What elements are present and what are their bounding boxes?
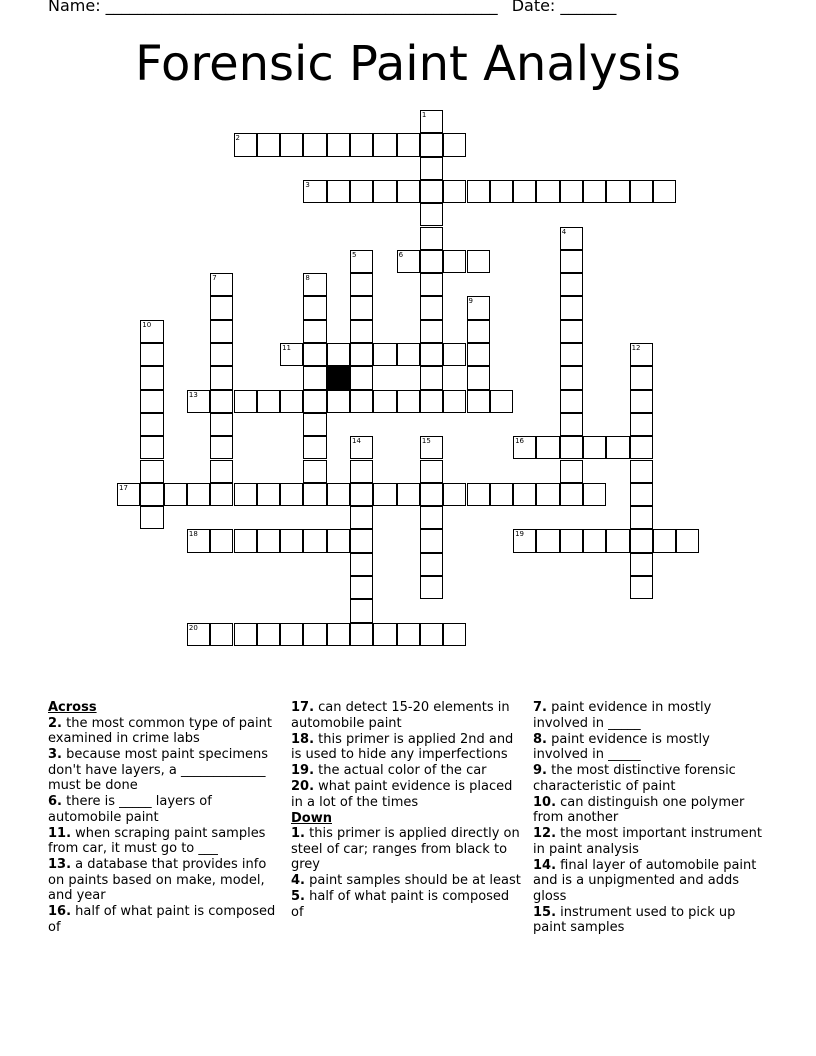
clue-number: 4. (291, 873, 305, 888)
crossword-cell[interactable] (234, 133, 257, 156)
crossword-cell[interactable] (630, 576, 653, 599)
clue-number-label: 12 (631, 344, 641, 352)
crossword-cell[interactable] (210, 273, 233, 296)
clue-number-label: 17 (119, 483, 128, 492)
crossword-cell[interactable] (583, 436, 606, 459)
crossword-cell[interactable] (303, 366, 326, 389)
crossword-cell[interactable] (350, 296, 373, 319)
crossword-cell[interactable] (443, 343, 466, 366)
crossword-cell[interactable] (560, 413, 583, 436)
down-clue (533, 700, 763, 731)
crossword-cell[interactable] (327, 529, 350, 552)
crossword-cell[interactable] (420, 506, 443, 529)
crossword-cell[interactable] (117, 483, 140, 506)
clue-text: final layer of automobile paint and is a unpigmented and adds gloss (533, 857, 757, 904)
crossword-cell[interactable] (350, 366, 373, 389)
crossword-cell[interactable] (490, 483, 513, 506)
crossword-cell[interactable] (443, 483, 466, 506)
crossword-cell[interactable] (350, 506, 373, 529)
crossword-cell[interactable] (140, 436, 163, 459)
crossword-cell[interactable] (420, 180, 443, 203)
crossword-cell[interactable] (513, 483, 536, 506)
crossword-cell[interactable] (467, 343, 490, 366)
down-clue (533, 905, 763, 936)
crossword-cell[interactable] (303, 483, 326, 506)
crossword-cell[interactable] (560, 320, 583, 343)
crossword-cell[interactable] (467, 483, 490, 506)
across-clue (48, 747, 278, 794)
crossword-cell[interactable] (560, 460, 583, 483)
clue-number-label: 18 (188, 530, 198, 539)
clue-number: 19. (291, 763, 315, 778)
crossword-cell[interactable] (467, 296, 490, 319)
crossword-cell[interactable] (210, 460, 233, 483)
down-clue (291, 889, 523, 920)
crossword-cell[interactable] (467, 390, 490, 413)
crossword-cell[interactable] (140, 390, 163, 413)
crossword-cell[interactable] (560, 296, 583, 319)
crossword-cell[interactable] (210, 529, 233, 552)
crossword-cell[interactable] (536, 180, 559, 203)
clue-text: paint evidence is mostly involved in _____ (533, 731, 710, 762)
clue-number: 6. (48, 794, 62, 809)
crossword-cell[interactable] (350, 576, 373, 599)
crossword-cell[interactable] (420, 157, 443, 180)
clue-number-label: 5 (352, 250, 357, 259)
clue-number: 3. (48, 747, 62, 762)
down-clue (291, 826, 523, 873)
crossword-cell[interactable] (420, 343, 443, 366)
crossword-cell[interactable] (606, 529, 629, 552)
crossword-cell[interactable] (140, 483, 163, 506)
crossword-cell[interactable] (630, 366, 653, 389)
crossword-cell[interactable] (257, 133, 280, 156)
crossword-cell[interactable] (420, 529, 443, 552)
clue-text: there is _____ layers of automobile paint (48, 794, 212, 825)
crossword-cell[interactable] (560, 436, 583, 459)
clue-number-label: 9 (468, 297, 473, 306)
crossword-cell[interactable] (257, 623, 280, 646)
clue-number: 8. (533, 731, 547, 747)
crossword-cell[interactable] (140, 320, 163, 343)
crossword-cell[interactable] (560, 343, 583, 366)
crossword-cell[interactable] (350, 273, 373, 296)
across-clue (291, 763, 523, 779)
clue-number-label: 10 (142, 320, 152, 329)
crossword-cell[interactable] (234, 390, 257, 413)
clue-text: because most paint specimens don't have layers, a _____________ must be done (48, 747, 268, 793)
crossword-cell[interactable] (327, 483, 350, 506)
crossword-cell[interactable] (397, 623, 420, 646)
crossword-cell[interactable] (490, 180, 513, 203)
crossword-cell[interactable] (373, 180, 396, 203)
crossword-cell[interactable] (234, 529, 257, 552)
crossword-cell[interactable] (420, 436, 443, 459)
crossword-cell[interactable] (210, 296, 233, 319)
crossword-cell[interactable] (630, 506, 653, 529)
crossword-cell[interactable] (630, 483, 653, 506)
crossword-cell[interactable] (443, 180, 466, 203)
crossword-cell[interactable] (630, 553, 653, 576)
across-clue (291, 732, 523, 763)
clue-text: what paint evidence is placed in a lot of the times (291, 779, 513, 810)
crossword-cell[interactable] (187, 623, 210, 646)
clue-number: 13. (48, 857, 72, 872)
crossword-cell[interactable] (443, 390, 466, 413)
crossword-cell[interactable] (606, 180, 629, 203)
crossword-cell[interactable] (467, 366, 490, 389)
crossword-cell[interactable] (420, 553, 443, 576)
crossword-cell[interactable] (187, 483, 210, 506)
crossword-cell[interactable] (536, 529, 559, 552)
crossword-cell[interactable] (280, 133, 303, 156)
clue-number: 15. (533, 904, 557, 920)
date-field-label[interactable]: Date: _______ (511, 0, 617, 15)
crossword-cell[interactable] (303, 273, 326, 296)
clue-text: the actual color of the car (314, 763, 487, 778)
crossword-cell[interactable] (373, 623, 396, 646)
crossword-cell[interactable] (140, 460, 163, 483)
crossword-cell[interactable] (303, 133, 326, 156)
crossword-cell[interactable] (327, 390, 350, 413)
crossword-cell[interactable] (443, 250, 466, 273)
crossword-cell[interactable] (420, 366, 443, 389)
crossword-cell[interactable] (210, 343, 233, 366)
across-clue (48, 716, 278, 747)
clue-number: 2. (48, 715, 62, 731)
crossword-cell[interactable] (210, 413, 233, 436)
clue-text: the most common type of paint examined in crime labs (48, 715, 272, 746)
crossword-cell[interactable] (303, 413, 326, 436)
crossword-cell[interactable] (397, 180, 420, 203)
crossword-cell[interactable] (327, 133, 350, 156)
across-clue (291, 779, 523, 810)
crossword-cell[interactable] (560, 483, 583, 506)
clue-text: when scraping paint samples from car, it must go to ___ (48, 825, 266, 856)
crossword-cell[interactable] (560, 366, 583, 389)
crossword-cell[interactable] (327, 343, 350, 366)
crossword-cell[interactable] (653, 180, 676, 203)
crossword-cell[interactable] (420, 296, 443, 319)
clue-number-label: 20 (188, 623, 198, 632)
crossword-cell[interactable] (676, 529, 699, 552)
crossword-cell[interactable] (420, 133, 443, 156)
page-title: Forensic Paint Analysis (135, 36, 681, 92)
crossword-cell[interactable] (303, 180, 326, 203)
clue-number-label: 6 (398, 250, 404, 259)
crossword-cell[interactable] (210, 366, 233, 389)
crossword-cell[interactable] (373, 390, 396, 413)
crossword-cell[interactable] (140, 343, 163, 366)
clue-number: 7. (533, 700, 547, 715)
crossword-cell[interactable] (373, 133, 396, 156)
crossword-cell[interactable] (397, 250, 420, 273)
crossword-cell[interactable] (443, 623, 466, 646)
crossword-cell[interactable] (303, 390, 326, 413)
clue-text: paint samples should be at least (304, 873, 521, 888)
across-clue (48, 904, 278, 935)
crossword-cell[interactable] (350, 133, 373, 156)
crossword-cell[interactable] (303, 623, 326, 646)
clue-number-label: 11 (282, 344, 292, 352)
crossword-cell[interactable] (583, 483, 606, 506)
clue-text: can detect 15-20 elements in automobile paint (291, 700, 510, 731)
crossword-cell[interactable] (397, 390, 420, 413)
crossword-cell[interactable] (420, 203, 443, 226)
crossword-cell[interactable] (583, 529, 606, 552)
crossword-cell[interactable] (350, 436, 373, 459)
crossword-cell[interactable] (350, 483, 373, 506)
clue-number: 17. (291, 700, 315, 715)
crossword-cell[interactable] (420, 576, 443, 599)
crossword-cell[interactable] (420, 483, 443, 506)
crossword-cell[interactable] (210, 436, 233, 459)
crossword-cell[interactable] (187, 390, 210, 413)
down-clue (291, 873, 523, 889)
crossword-cell[interactable] (397, 133, 420, 156)
clue-number-label: 19 (515, 530, 525, 539)
clue-number-label: 13 (188, 390, 198, 399)
crossword-cell[interactable] (536, 483, 559, 506)
clue-number-label: 2 (235, 134, 240, 143)
down-clue (533, 858, 763, 905)
clue-number-label: 7 (212, 274, 217, 283)
clue-number-label: 4 (561, 227, 567, 236)
crossword-cell[interactable] (373, 343, 396, 366)
crossword-cell[interactable] (606, 436, 629, 459)
crossword-cell[interactable] (303, 320, 326, 343)
down-clue (533, 826, 763, 857)
crossword-cell[interactable] (630, 529, 653, 552)
crossword-cell[interactable] (420, 623, 443, 646)
crossword-cell[interactable] (560, 227, 583, 250)
crossword-cell[interactable] (397, 343, 420, 366)
clue-number-label: 3 (305, 180, 310, 189)
across-heading: Across (48, 700, 97, 715)
clue-text: the most distinctive forensic characteristic of paint (533, 763, 736, 794)
crossword-cell[interactable] (280, 483, 303, 506)
crossword-cell[interactable] (420, 227, 443, 250)
crossword-cell[interactable] (210, 483, 233, 506)
down-clue (533, 732, 763, 763)
crossword-cell[interactable] (257, 483, 280, 506)
crossword-cell[interactable] (443, 133, 466, 156)
crossword-cell[interactable] (350, 529, 373, 552)
crossword-cell[interactable] (140, 366, 163, 389)
crossword-cell[interactable] (420, 250, 443, 273)
crossword-cell[interactable] (187, 529, 210, 552)
crossword-cell[interactable] (467, 320, 490, 343)
crossword-cell[interactable] (630, 343, 653, 366)
crossword-cell[interactable] (350, 250, 373, 273)
crossword-cell[interactable] (234, 623, 257, 646)
crossword-cell[interactable] (210, 623, 233, 646)
crossword-cell[interactable] (630, 413, 653, 436)
crossword-cell[interactable] (350, 343, 373, 366)
crossword-cell[interactable] (350, 623, 373, 646)
crossword-cell[interactable] (164, 483, 187, 506)
crossword-cell[interactable] (373, 483, 396, 506)
clue-column-2 (291, 700, 523, 921)
clue-text: this primer is applied 2nd and is used to hide any imperfections (291, 731, 514, 762)
across-clue (48, 857, 278, 904)
crossword-cell[interactable] (420, 110, 443, 133)
clue-column-3 (533, 700, 763, 936)
clue-number: 20. (291, 779, 315, 794)
across-clue (291, 700, 523, 731)
across-clue (48, 794, 278, 825)
clue-number-label: 14 (352, 437, 361, 446)
crossword-cell[interactable] (280, 343, 303, 366)
crossword-cell[interactable] (234, 483, 257, 506)
crossword-cell[interactable] (630, 436, 653, 459)
crossword-cell[interactable] (467, 250, 490, 273)
crossword-cell[interactable] (420, 460, 443, 483)
crossword-cell[interactable] (350, 460, 373, 483)
crossword-cell[interactable] (327, 180, 350, 203)
crossword-cell[interactable] (397, 483, 420, 506)
down-clue (533, 763, 763, 794)
crossword-cell[interactable] (513, 436, 536, 459)
crossword-cell[interactable] (420, 390, 443, 413)
crossword-cell[interactable] (513, 529, 536, 552)
clue-number-label: 8 (305, 274, 310, 283)
crossword-cell[interactable] (560, 180, 583, 203)
clue-text: the most important instrument in paint analysis (533, 826, 762, 857)
clue-number: 12. (533, 826, 557, 841)
crossword-cell[interactable] (140, 506, 163, 529)
crossword-cell[interactable] (630, 180, 653, 203)
crossword-cell[interactable] (560, 529, 583, 552)
crossword-cell[interactable] (560, 273, 583, 296)
clue-number: 18. (291, 731, 315, 747)
clue-text: can distinguish one polymer from another (533, 794, 745, 825)
crossword-cell[interactable] (140, 413, 163, 436)
crossword-cell[interactable] (467, 180, 490, 203)
crossword-cell[interactable] (210, 390, 233, 413)
clue-number: 10. (533, 794, 557, 810)
crossword-cell[interactable] (303, 436, 326, 459)
crossword-cell[interactable] (420, 273, 443, 296)
clue-number-label: 16 (515, 437, 525, 446)
crossword-cell[interactable] (280, 529, 303, 552)
crossword-cell[interactable] (653, 529, 676, 552)
crossword-cell[interactable] (257, 529, 280, 552)
clue-number: 5. (291, 889, 305, 904)
clue-number: 14. (533, 857, 557, 873)
clue-text: paint evidence in mostly involved in _____ (533, 700, 712, 731)
crossword-cell[interactable] (257, 390, 280, 413)
crossword-cell[interactable] (630, 460, 653, 483)
crossword-cell[interactable] (303, 529, 326, 552)
crossword-cell[interactable] (350, 599, 373, 622)
black-square (327, 366, 350, 389)
crossword-cell[interactable] (350, 180, 373, 203)
crossword-cell[interactable] (560, 250, 583, 273)
clue-number: 11. (48, 825, 72, 841)
crossword-cell[interactable] (583, 180, 606, 203)
name-field-label[interactable]: Name: _________________________________________________ (48, 0, 498, 15)
clue-column-1 (48, 700, 278, 936)
crossword-cell[interactable] (420, 320, 443, 343)
clue-number-label: 1 (421, 111, 427, 119)
crossword-cell[interactable] (630, 390, 653, 413)
crossword-cell[interactable] (280, 623, 303, 646)
crossword-cell[interactable] (210, 320, 233, 343)
crossword-cell[interactable] (350, 390, 373, 413)
crossword-cell[interactable] (350, 553, 373, 576)
clue-number: 9. (533, 763, 547, 778)
clue-text: half of what paint is composed of (291, 889, 510, 920)
crossword-cell[interactable] (303, 296, 326, 319)
crossword-cell[interactable] (560, 390, 583, 413)
crossword-cell[interactable] (536, 436, 559, 459)
clue-number-label: 15 (421, 437, 431, 446)
across-clue (48, 826, 278, 857)
clue-text: this primer is applied directly on steel of car; ranges from black to grey (291, 826, 520, 872)
crossword-cell[interactable] (350, 320, 373, 343)
crossword-cell[interactable] (513, 180, 536, 203)
clue-number: 1. (291, 826, 305, 841)
clue-text: instrument used to pick up paint samples (533, 904, 736, 935)
down-heading: Down (291, 810, 332, 826)
crossword-cell[interactable] (303, 460, 326, 483)
crossword-cell[interactable] (490, 390, 513, 413)
crossword-cell[interactable] (280, 390, 303, 413)
clue-text: half of what paint is composed of (48, 904, 276, 935)
crossword-cell[interactable] (327, 623, 350, 646)
clue-text: a database that provides info on paints based on make, model, and year (48, 857, 267, 903)
crossword-cell[interactable] (303, 343, 326, 366)
down-clue (533, 795, 763, 826)
clue-number: 16. (48, 904, 72, 919)
